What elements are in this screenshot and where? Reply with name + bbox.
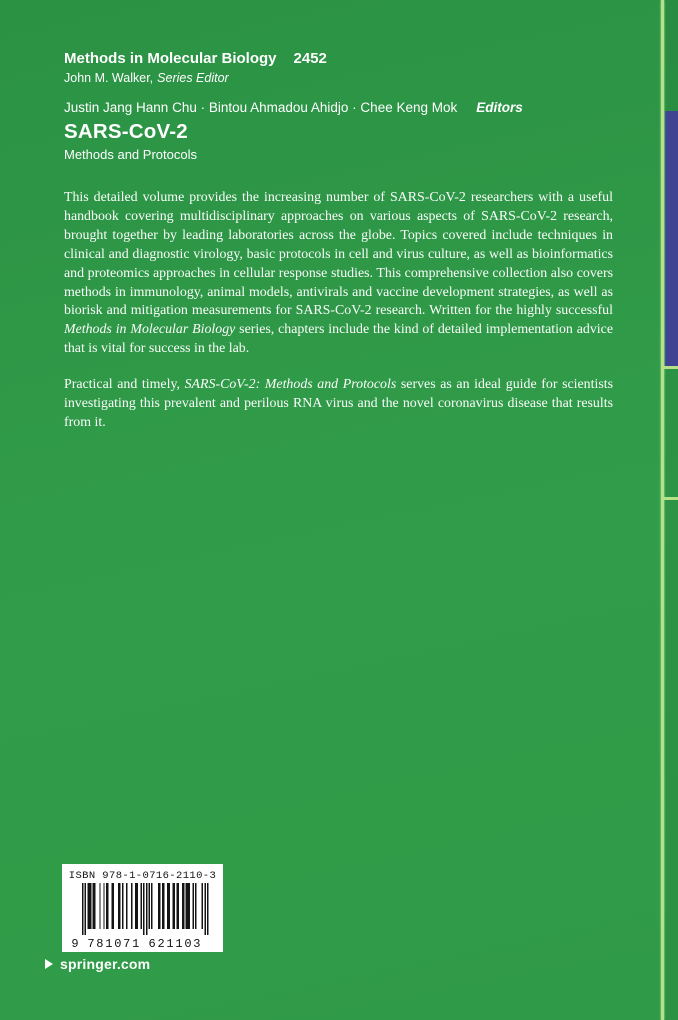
description-paragraph: Practical and timely, SARS-CoV-2: Methods and Protocols serves as an ideal guide for scientists investigating this prevalent and perilous RNA virus and the novel coronavirus disease that results from it.: [64, 377, 614, 430]
svg-text:781071: 781071: [86, 937, 139, 950]
barcode-panel: [62, 864, 223, 952]
spine-purple-block: [665, 111, 678, 367]
description-block: [64, 189, 613, 450]
masthead: [64, 50, 588, 163]
series-editor-line: [64, 70, 588, 86]
isbn-label: ISBN 978-1-0716-2110-3: [68, 870, 217, 882]
series-volume: 2452: [293, 50, 327, 67]
description-paragraph: This detailed volume provides the increasing number of SARS-CoV-2 researchers with a useful handbook covering multidisciplinary approaches on various aspects of SARS-CoV-2 research, brought together by leading laboratories across the globe. Topics covered include techniques in clinical and diagnostic virology, basic protocols in cell and virus culture, as well as bioinformatics and proteomics approaches in cellular response studies. This comprehensive collection also covers methods in immunology, animal models, antivirals and vaccine development strategies, as well as biorisk and mitigation measurements for SARS-CoV-2 research. Written for the highly successful Methods in Molecular Biology series, chapters include the kind of detailed implementation advice that is vital for success in the lab.: [64, 190, 613, 357]
series-line: [64, 50, 588, 68]
series-editor-role: Series Editor: [157, 71, 229, 85]
arrow-icon: [45, 959, 53, 969]
editors-line: [64, 99, 588, 116]
series-editor-name: John M. Walker,: [64, 71, 154, 85]
book-title: SARS-CoV-2: [64, 120, 188, 143]
series-title: Methods in Molecular Biology: [64, 50, 277, 67]
svg-text:9: 9: [70, 937, 79, 950]
book-subtitle: Methods and Protocols: [64, 147, 197, 162]
accent-tick-line-bottom: [661, 497, 678, 500]
editors-label: Editors: [476, 100, 523, 115]
accent-vertical-line: [661, 0, 664, 1020]
footer: [45, 956, 150, 972]
site-url: springer.com: [60, 956, 151, 972]
svg-text:621103: 621103: [148, 937, 200, 950]
accent-tick-line-top: [661, 366, 678, 369]
ean13-barcode: [70, 883, 216, 950]
editors-names: Justin Jang Hann Chu · Bintou Ahmadou Ahidjo · Chee Keng Mok: [64, 100, 458, 115]
